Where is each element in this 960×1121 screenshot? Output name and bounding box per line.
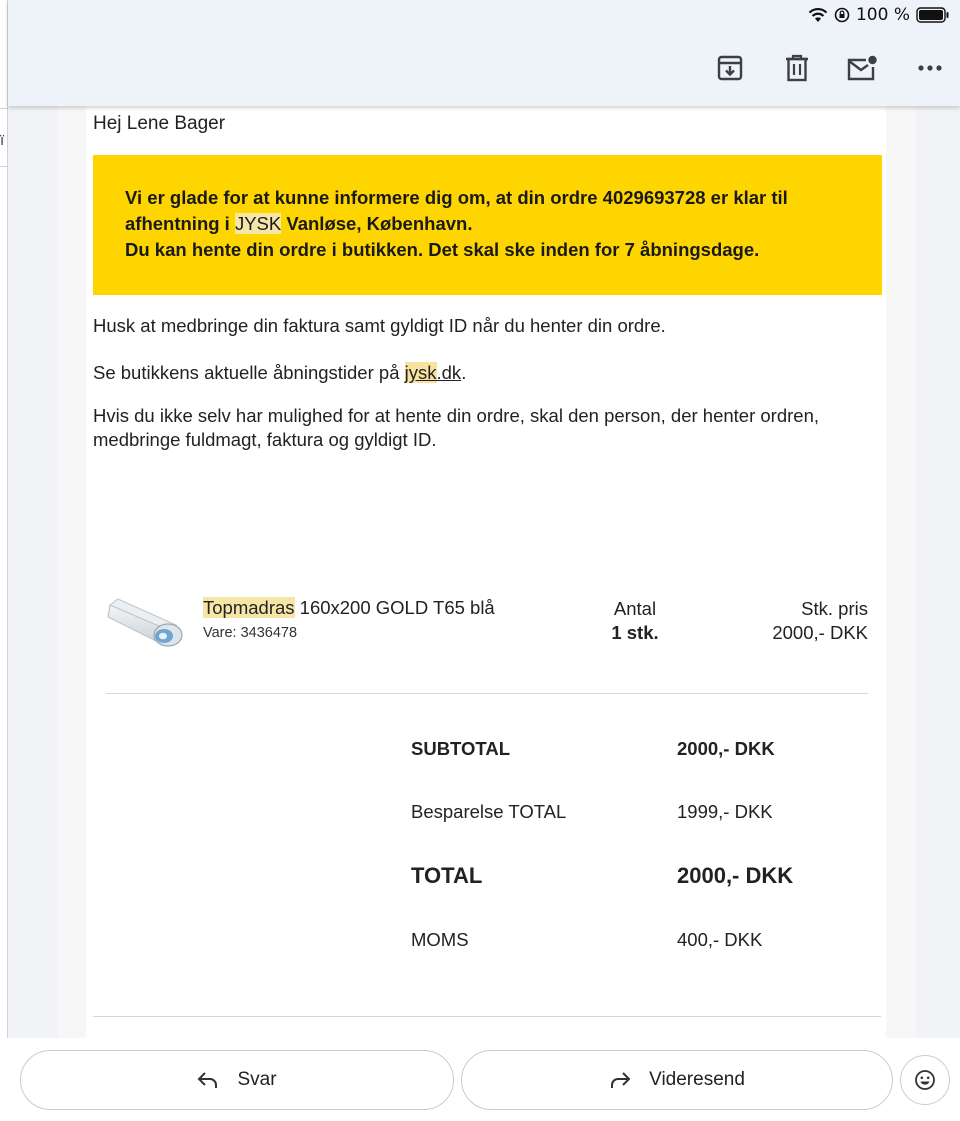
proxy-text: Hvis du ikke selv har mulighed for at hente din ordre, skal den person, der henter ordren, medbringe fuldmagt, faktura og gyldigt ID.: [93, 405, 820, 450]
forward-button[interactable]: [461, 1050, 893, 1110]
quantity-header: Antal: [613, 598, 657, 619]
vat-value: 400,- DKK: [677, 929, 763, 950]
banner-line-3: Du kan hente din ordre i butikken. Det skal ske inden for 7 åbningsdage.: [125, 239, 760, 260]
jysk-link[interactable]: jysk.dk: [404, 362, 462, 383]
savings-label: Besparelse TOTAL: [411, 801, 567, 822]
more-icon: [917, 64, 943, 72]
forward-icon: [609, 1071, 631, 1089]
divider: [93, 1016, 881, 1017]
store-name: JYSK: [234, 213, 282, 234]
remember-text: Husk at medbringe din faktura samt gyldigt ID når du henter din ordre.: [93, 315, 666, 336]
savings-value: 1999,- DKK: [677, 801, 773, 822]
left-edge-text: ï: [0, 132, 5, 149]
reply-button[interactable]: [20, 1050, 454, 1110]
subtotal-value: 2000,- DKK: [677, 738, 775, 759]
archive-icon: [717, 55, 743, 81]
left-divider: [0, 166, 8, 167]
opening-hours-text: Se butikkens aktuelle åbningstider på jysk.dk.: [93, 362, 467, 383]
quantity-value: 1 stk.: [611, 622, 659, 643]
archive-button[interactable]: [710, 48, 750, 88]
left-divider: [0, 108, 8, 109]
status-bar: [808, 4, 950, 26]
banner-line-1: Vi er glade for at kunne informere dig om, at din ordre 4029693728 er klar til: [125, 187, 788, 208]
product-name: Topmadras 160x200 GOLD T65 blå: [203, 597, 495, 618]
unit-price-header: Stk. pris: [801, 598, 868, 619]
wifi-icon: [808, 7, 828, 23]
trash-icon: [785, 54, 809, 82]
total-value: 2000,- DKK: [677, 863, 794, 888]
order-ready-banner: [93, 155, 882, 295]
left-panel-edge: [0, 0, 8, 1121]
reply-icon: [197, 1071, 219, 1089]
emoji-reaction-button[interactable]: [900, 1055, 950, 1105]
greeting: Hej Lene Bager: [93, 113, 226, 134]
mail-unread-icon: [847, 55, 879, 81]
top-toolbar: [8, 0, 960, 106]
orientation-lock-icon: [834, 7, 850, 23]
reply-label: Svar: [237, 1069, 277, 1090]
total-label: TOTAL: [411, 863, 483, 888]
unit-price-value: 2000,- DKK: [772, 622, 868, 643]
product-sku: Vare: 3436478: [203, 625, 298, 641]
subtotal-label: SUBTOTAL: [411, 738, 511, 759]
more-options-button[interactable]: [910, 48, 950, 88]
product-image: [106, 595, 202, 649]
battery-icon: [916, 7, 950, 23]
vat-label: MOMS: [411, 929, 469, 950]
battery-percent: 100 %: [855, 5, 910, 25]
divider: [106, 693, 868, 694]
forward-label: Videresend: [649, 1069, 745, 1090]
smiley-icon: [914, 1069, 936, 1091]
mark-unread-button[interactable]: [843, 48, 883, 88]
banner-line-2: afhentning i JYSK Vanløse, København.: [125, 213, 473, 234]
delete-button[interactable]: [777, 48, 817, 88]
